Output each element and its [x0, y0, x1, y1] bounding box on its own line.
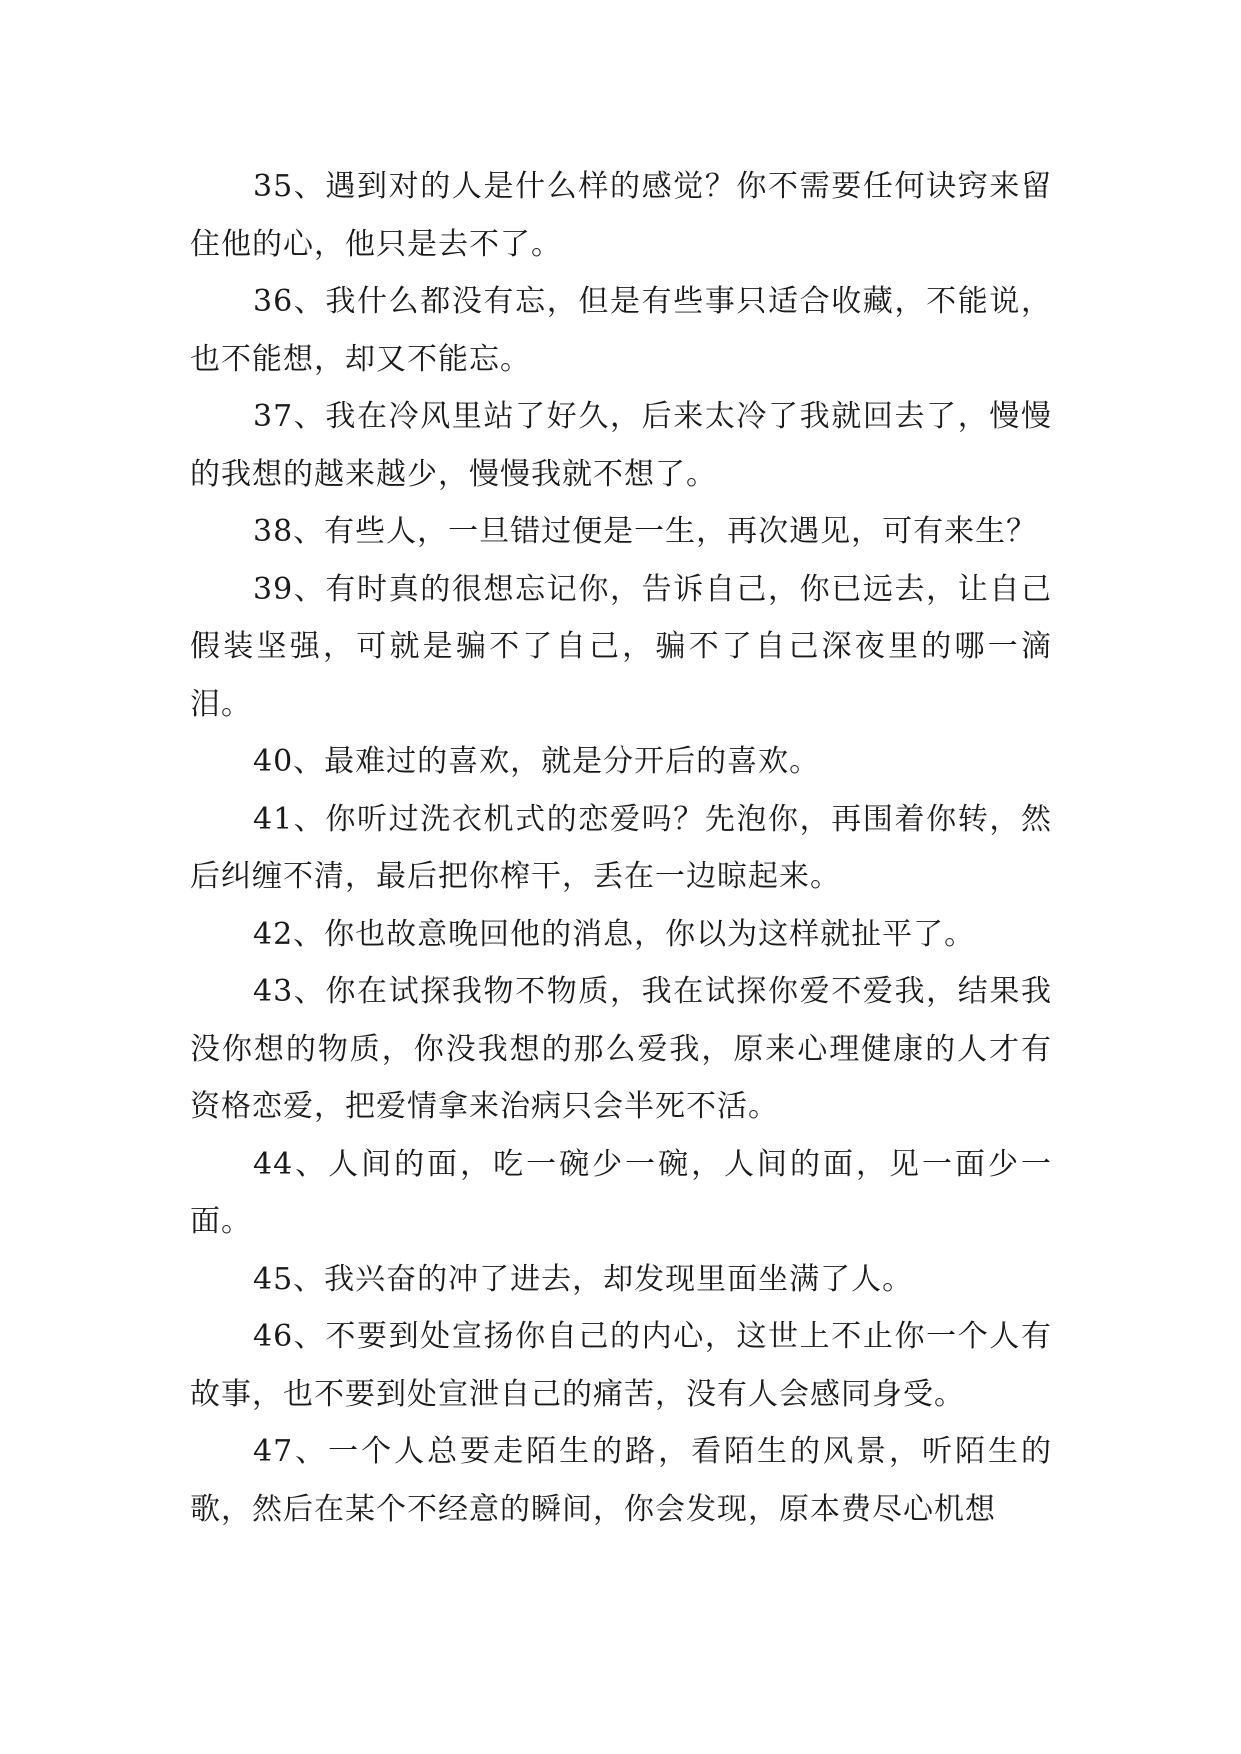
paragraph-39: 39、有时真的很想忘记你，告诉自己，你已远去，让自己假装坚强，可就是骗不了自己，骗不了自己深夜里的哪一滴泪。	[190, 571, 1052, 722]
paragraph-43: 43、你在试探我物不物质，我在试探你爱不爱我，结果我没你想的物质，你没我想的那么爱我，原来心理健康的人才有资格恋爱，把爱情拿来治病只会半死不活。	[190, 974, 1052, 1124]
paragraph-47: 47、一个人总要走陌生的路，看陌生的风景，听陌生的歌，然后在某个不经意的瞬间，你会发现，原本费尽心机想	[190, 1434, 1052, 1527]
paragraph-46: 46、不要到处宣扬你自己的内心，这世上不止你一个人有故事，也不要到处宣泄自己的痛苦，没有人会感同身受。	[190, 1319, 1052, 1412]
paragraph-42: 42、你也故意晚回他的消息，你以为这样就扯平了。	[253, 916, 976, 952]
paragraph-37: 37、我在冷风里站了好久，后来太冷了我就回去了，慢慢的我想的越来越少，慢慢我就不想了。	[190, 399, 1052, 492]
paragraph-40: 40、最难过的喜欢，就是分开后的喜欢。	[253, 744, 821, 779]
paragraph-45: 45、我兴奋的冲了进去，却发现里面坐满了人。	[253, 1261, 914, 1297]
document-body	[190, 158, 1052, 1538]
paragraph-36: 36、我什么都没有忘，但是有些事只适合收藏，不能说，也不能想，却又不能忘。	[190, 284, 1052, 377]
paragraph-35: 35、遇到对的人是什么样的感觉？你不需要任何诀窍来留住他的心，他只是去不了。	[190, 169, 1052, 262]
paragraph-38: 38、有些人，一旦错过便是一生，再次遇见，可有来生？	[253, 514, 1038, 549]
paragraph-41: 41、你听过洗衣机式的恋爱吗？先泡你，再围着你转，然后纠缠不清，最后把你榨干，丢在一边晾起来。	[190, 801, 1052, 894]
paragraph-44: 44、人间的面，吃一碗少一碗，人间的面，见一面少一面。	[190, 1146, 1052, 1239]
